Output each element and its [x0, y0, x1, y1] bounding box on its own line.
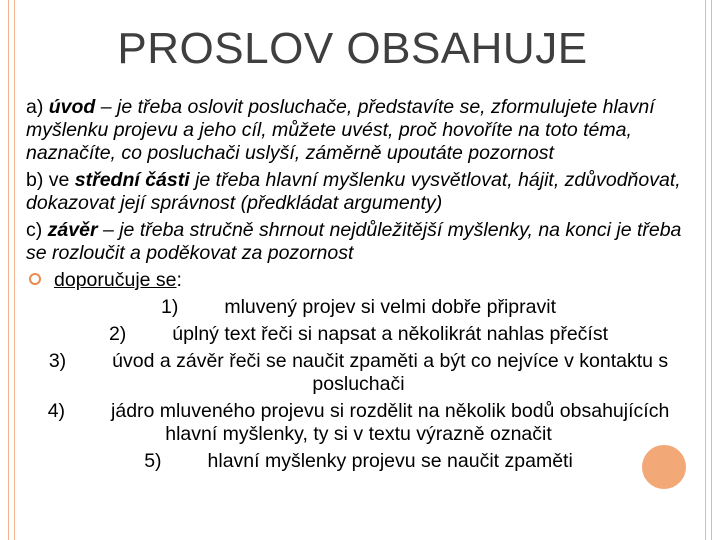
- list-item-text: mluvený projev si velmi dobře připravit: [224, 296, 556, 318]
- paragraph-intro-prefix: a): [26, 96, 49, 118]
- paragraph-intro: [26, 96, 691, 165]
- paragraph-conclusion-prefix: c): [26, 219, 48, 241]
- hollow-circle-icon: [26, 269, 44, 292]
- list-item: [26, 296, 691, 319]
- list-item-text: hlavní myšlenky projevu se naučit zpaměti: [207, 450, 573, 472]
- right-border-line: [705, 0, 706, 540]
- list-item: [26, 350, 691, 396]
- recommendation-label: doporučuje se: [54, 269, 177, 291]
- paragraph-middle-prefix: b) ve: [26, 169, 75, 191]
- right-border-line-outer: [711, 0, 712, 540]
- list-item-number: 1): [161, 296, 179, 318]
- list-item-text: jádro mluveného projevu si rozdělit na několik bodů obsahujících hlavní myšlenky, ty si v textu výrazně označit: [111, 400, 670, 445]
- slide-title: PROSLOV OBSAHUJE: [117, 24, 588, 73]
- list-item-number: 2): [108, 323, 127, 345]
- decorative-circle: [642, 445, 686, 489]
- list-item-text: úvod a závěr řeči se naučit zpaměti a být co nejvíce v kontaktu s posluchači: [112, 350, 669, 395]
- paragraph-middle-text: je třeba hlavní myšlenku vysvětlovat, hájit, zdůvodňovat, dokazovat její správnost (předkládat argumenty): [26, 169, 681, 214]
- left-border-line-inner: [14, 0, 15, 540]
- list-item-text: úplný text řeči si napsat a několikrát nahlas přečíst: [172, 323, 609, 345]
- paragraph-middle-term: střední části: [74, 169, 190, 191]
- paragraph-middle: [26, 169, 691, 215]
- slide-content: [26, 96, 691, 477]
- list-item: [26, 323, 691, 346]
- recommendation-suffix: :: [176, 269, 182, 291]
- list-item-number: 5): [144, 450, 162, 472]
- list-item: [26, 400, 691, 446]
- paragraph-intro-text: – je třeba oslovit posluchače, představíte se, zformulujete hlavní myšlenku projevu a jeho cíl, můžete uvést, proč hovoříte na toto téma, naznačíte, co posluchači uslyší, záměrně upoutáte pozornost: [26, 96, 655, 164]
- list-item-number: 3): [48, 350, 67, 372]
- recommendation-bullet: [26, 269, 691, 292]
- list-item: [26, 450, 691, 473]
- paragraph-intro-term: úvod: [48, 96, 96, 118]
- paragraph-conclusion: [26, 219, 691, 265]
- list-item-number: 4): [47, 400, 66, 422]
- paragraph-conclusion-term: závěr: [47, 219, 98, 241]
- left-border-line: [8, 0, 9, 540]
- paragraph-conclusion-text: – je třeba stručně shrnout nejdůležitější myšlenky, na konci je třeba se rozloučit a poděkovat za pozornost: [26, 219, 682, 264]
- recommendation-list: [26, 296, 691, 473]
